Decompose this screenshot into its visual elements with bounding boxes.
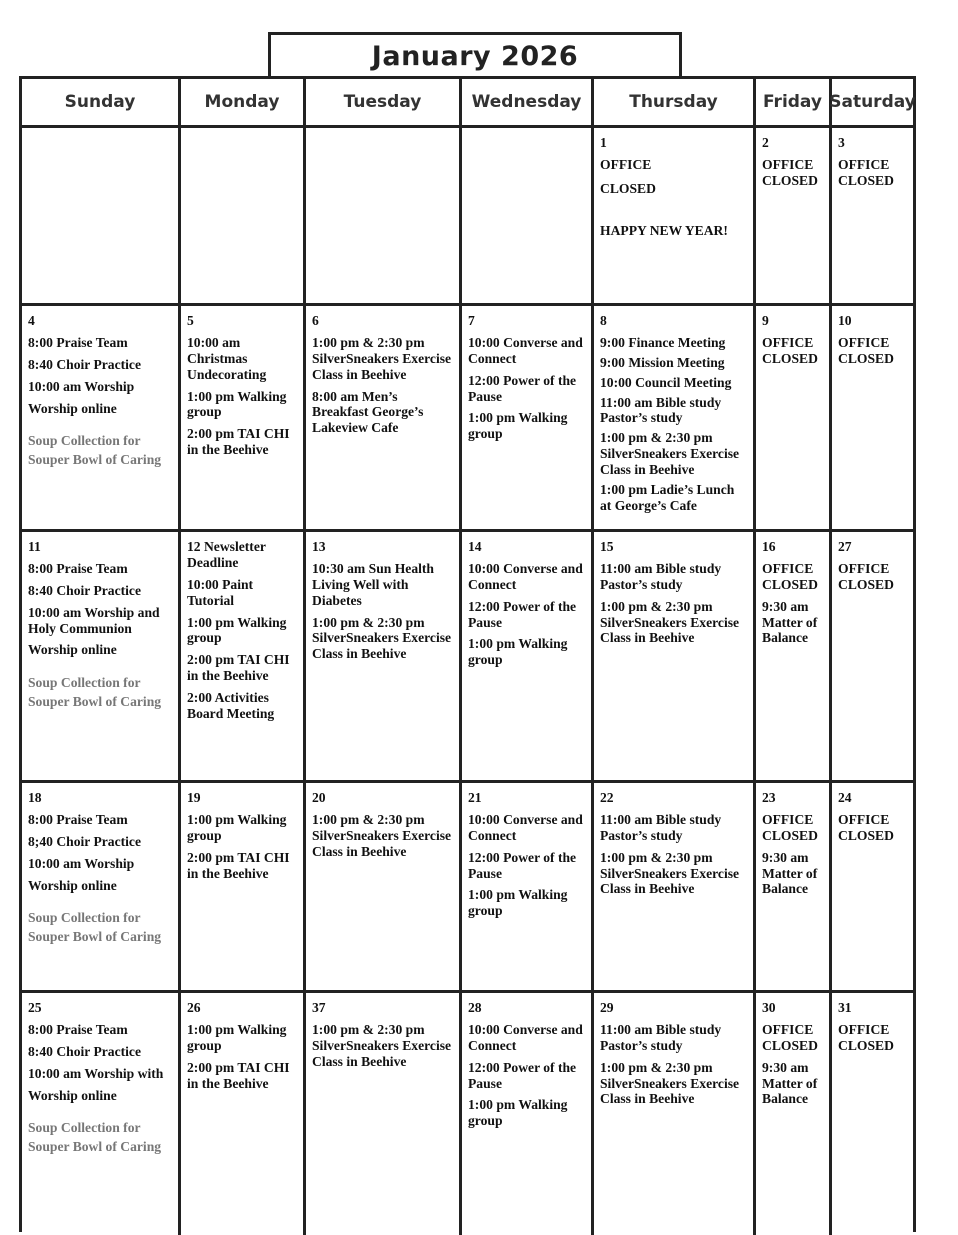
calendar-event: 11:00 am Bible study Pastor’s study: [600, 811, 722, 843]
day-number: 28: [468, 1000, 482, 1015]
calendar-day-cell: [756, 128, 832, 306]
calendar-event: OFFICE CLOSED: [838, 156, 894, 188]
day-number: 11: [28, 539, 41, 554]
weekday-header-saturday: Saturday: [832, 79, 913, 128]
calendar-event: Worship online: [28, 877, 117, 893]
weekday-header-thursday: Thursday: [594, 79, 756, 128]
calendar-event: 10:00 Converse and Connect: [468, 1021, 583, 1053]
calendar-day-cell: [306, 993, 462, 1235]
day-number: 8: [600, 313, 607, 328]
calendar-event: 1:00 pm & 2:30 pm SilverSneakers Exercise Class in Beehive: [600, 849, 740, 897]
day-number: 18: [28, 790, 42, 805]
day-number: 14: [468, 539, 482, 554]
calendar-day-cell: [462, 993, 594, 1235]
calendar-day-cell: [832, 993, 913, 1235]
calendar-day-cell: [594, 306, 756, 532]
calendar-event: 1:00 pm Walking group: [468, 636, 568, 668]
calendar-event: 1:00 pm Walking group: [468, 887, 568, 919]
calendar-event: Worship online: [28, 1087, 117, 1103]
calendar-event: Soup Collection for Souper Bowl of Caring: [28, 433, 162, 467]
calendar-event: OFFICE CLOSED: [762, 560, 818, 592]
calendar-event: 9:30 am Matter of Balance: [762, 1059, 818, 1107]
calendar-day-cell: [22, 993, 181, 1235]
calendar-day-cell: [832, 783, 913, 993]
calendar-event: 2:00 pm TAI CHI in the Beehive: [187, 1059, 290, 1091]
calendar-event: 10:00 Converse and Connect: [468, 334, 583, 366]
calendar-event: 12:00 Power of the Pause: [468, 372, 577, 404]
calendar-day-cell: [756, 783, 832, 993]
calendar-event: 1:00 pm & 2:30 pm SilverSneakers Exercise Class in Beehive: [312, 811, 452, 859]
calendar-event: 9:30 am Matter of Balance: [762, 849, 818, 897]
calendar-event: OFFICE CLOSED: [838, 334, 894, 366]
calendar-event: Worship online: [28, 642, 117, 658]
calendar-event: 1:00 pm Walking group: [187, 388, 287, 420]
day-number: 25: [28, 1000, 42, 1015]
day-number: 9: [762, 313, 769, 328]
calendar-event: 1:00 pm Ladie’s Lunch at George’s Cafe: [600, 482, 735, 513]
calendar-grid: [19, 76, 916, 1232]
calendar-day-cell: [756, 993, 832, 1235]
calendar-event: 10:00 am Worship with: [28, 1065, 164, 1081]
calendar-event: 1:00 pm & 2:30 pm SilverSneakers Exercise Class in Beehive: [312, 614, 452, 662]
calendar-event: 1:00 pm & 2:30 pm SilverSneakers Exercise Class in Beehive: [312, 1021, 452, 1069]
calendar-event: 8:00 Praise Team: [28, 560, 128, 576]
calendar-event: 1:00 pm Walking group: [468, 410, 568, 442]
calendar-event: 8:40 Choir Practice: [28, 1043, 141, 1059]
day-number: 16: [762, 539, 776, 554]
calendar-event: 8:00 Praise Team: [28, 811, 128, 827]
calendar-title-box: [268, 32, 682, 78]
day-number: 24: [838, 790, 852, 805]
calendar-event: OFFICE CLOSED: [838, 1021, 894, 1053]
calendar-event: OFFICE: [600, 156, 652, 172]
day-number: 1: [600, 135, 607, 150]
calendar-day-cell: [22, 306, 181, 532]
calendar-day-cell: [306, 306, 462, 532]
day-number: 22: [600, 790, 614, 805]
day-number: 27: [838, 539, 852, 554]
calendar-day-cell: [462, 128, 594, 306]
day-number: 21: [468, 790, 482, 805]
calendar-event: OFFICE CLOSED: [762, 334, 818, 366]
calendar-day-cell: [181, 128, 306, 306]
calendar-day-cell: [181, 306, 306, 532]
calendar-day-cell: [462, 306, 594, 532]
day-number: 15: [600, 539, 614, 554]
calendar-day-cell: [756, 532, 832, 783]
day-number: 29: [600, 1000, 614, 1015]
calendar-day-cell: [594, 128, 756, 306]
calendar-day-cell: [832, 128, 913, 306]
calendar-event: OFFICE CLOSED: [838, 811, 894, 843]
weekday-header-wednesday: Wednesday: [462, 79, 594, 128]
weekday-header-tuesday: Tuesday: [306, 79, 462, 128]
calendar-event: 12:00 Power of the Pause: [468, 1059, 577, 1091]
calendar-event: Soup Collection for Souper Bowl of Caring: [28, 1120, 162, 1154]
weekday-header-monday: Monday: [181, 79, 306, 128]
calendar-event: 12:00 Power of the Pause: [468, 849, 577, 881]
calendar-event: 9:00 Finance Meeting: [600, 334, 726, 350]
day-number: 7: [468, 313, 475, 328]
calendar-day-cell: [181, 532, 306, 783]
calendar-event: 10:00 Paint Tutorial: [187, 576, 254, 608]
day-number: 19: [187, 790, 201, 805]
day-number: 26: [187, 1000, 201, 1015]
calendar-event: 10:00 am Worship: [28, 855, 135, 871]
calendar-title: January 2026: [371, 41, 579, 72]
weekday-header-sunday: Sunday: [22, 79, 181, 128]
calendar-event: 8:00 Praise Team: [28, 1021, 128, 1037]
calendar-event: 1:00 pm Walking group: [187, 1021, 287, 1053]
calendar-event: 9:00 Mission Meeting: [600, 354, 725, 370]
calendar-event: 10:00 Converse and Connect: [468, 811, 583, 843]
calendar-event: 8:00 am Men’s Breakfast George’s Lakeview Cafe: [312, 388, 424, 436]
day-number: 6: [312, 313, 319, 328]
weekday-header-friday: Friday: [756, 79, 832, 128]
calendar-event: 10:00 Converse and Connect: [468, 560, 583, 592]
calendar-day-cell: [462, 783, 594, 993]
calendar-event: 1:00 pm Walking group: [468, 1097, 568, 1129]
calendar-event: 11:00 am Bible study Pastor’s study: [600, 560, 722, 592]
calendar-event: HAPPY NEW YEAR!: [600, 222, 728, 238]
calendar-event: Worship online: [28, 400, 117, 416]
calendar-day-cell: [22, 532, 181, 783]
calendar-event: 11:00 am Bible study Pastor’s study: [600, 1021, 722, 1053]
calendar-event: OFFICE CLOSED: [838, 560, 894, 592]
calendar-day-cell: [181, 993, 306, 1235]
calendar-day-cell: [22, 783, 181, 993]
calendar-event: OFFICE CLOSED: [762, 811, 818, 843]
calendar-event: 10:00 am Christmas Undecorating: [187, 334, 267, 382]
calendar-event: 9:30 am Matter of Balance: [762, 598, 818, 646]
calendar-day-cell: [832, 532, 913, 783]
calendar-event: 1:00 pm & 2:30 pm SilverSneakers Exercise Class in Beehive: [600, 430, 740, 478]
day-number: 23: [762, 790, 776, 805]
calendar-day-cell: [594, 783, 756, 993]
calendar-event: Soup Collection for Souper Bowl of Caring: [28, 910, 162, 944]
calendar-event: OFFICE CLOSED: [762, 1021, 818, 1053]
calendar-event: 1:00 pm Walking group: [187, 811, 287, 843]
calendar-day-cell: [22, 128, 181, 306]
day-number: 4: [28, 313, 35, 328]
calendar-event: 8:40 Choir Practice: [28, 582, 141, 598]
calendar-day-cell: [181, 783, 306, 993]
calendar-day-cell: [306, 532, 462, 783]
calendar-day-cell: [594, 532, 756, 783]
calendar-event: 2:00 Activities Board Meeting: [187, 690, 275, 722]
calendar-day-cell: [306, 783, 462, 993]
calendar-event: 8:40 Choir Practice: [28, 356, 141, 372]
calendar-day-cell: [594, 993, 756, 1235]
day-number: 10: [838, 313, 852, 328]
day-number: 30: [762, 1000, 776, 1015]
day-number: 12 Newsletter Deadline: [187, 539, 266, 570]
calendar-event: Soup Collection for Souper Bowl of Caring: [28, 675, 162, 709]
calendar-event: 12:00 Power of the Pause: [468, 598, 577, 630]
calendar-event: 2:00 pm TAI CHI in the Beehive: [187, 849, 290, 881]
calendar-event: 11:00 am Bible study Pastor’s study: [600, 394, 722, 426]
calendar-event: 1:00 pm & 2:30 pm SilverSneakers Exercise Class in Beehive: [312, 334, 452, 382]
calendar-event: OFFICE CLOSED: [762, 156, 818, 188]
calendar-event: 10:00 am Worship: [28, 378, 135, 394]
calendar-event: 8:00 Praise Team: [28, 334, 128, 350]
calendar-event: 8;40 Choir Practice: [28, 833, 141, 849]
calendar-day-cell: [832, 306, 913, 532]
calendar-event: 10:30 am Sun Health Living Well with Diabetes: [312, 560, 434, 608]
calendar-event: 2:00 pm TAI CHI in the Beehive: [187, 652, 290, 684]
day-number: 3: [838, 135, 845, 150]
calendar-day-cell: [756, 306, 832, 532]
day-number: 20: [312, 790, 326, 805]
day-number: 2: [762, 135, 769, 150]
calendar-event: 1:00 pm & 2:30 pm SilverSneakers Exercise Class in Beehive: [600, 598, 740, 646]
calendar-event: 1:00 pm & 2:30 pm SilverSneakers Exercise Class in Beehive: [600, 1059, 740, 1107]
calendar-event: 1:00 pm Walking group: [187, 614, 287, 646]
calendar-event: 10:00 am Worship and Holy Communion: [28, 604, 160, 636]
calendar-day-cell: [306, 128, 462, 306]
calendar-event: 10:00 Council Meeting: [600, 374, 732, 390]
day-number: 37: [312, 1000, 326, 1015]
calendar-day-cell: [462, 532, 594, 783]
day-number: 13: [312, 539, 326, 554]
day-number: 5: [187, 313, 194, 328]
calendar-event: 2:00 pm TAI CHI in the Beehive: [187, 426, 290, 458]
calendar-event: CLOSED: [600, 180, 656, 196]
day-number: 31: [838, 1000, 852, 1015]
